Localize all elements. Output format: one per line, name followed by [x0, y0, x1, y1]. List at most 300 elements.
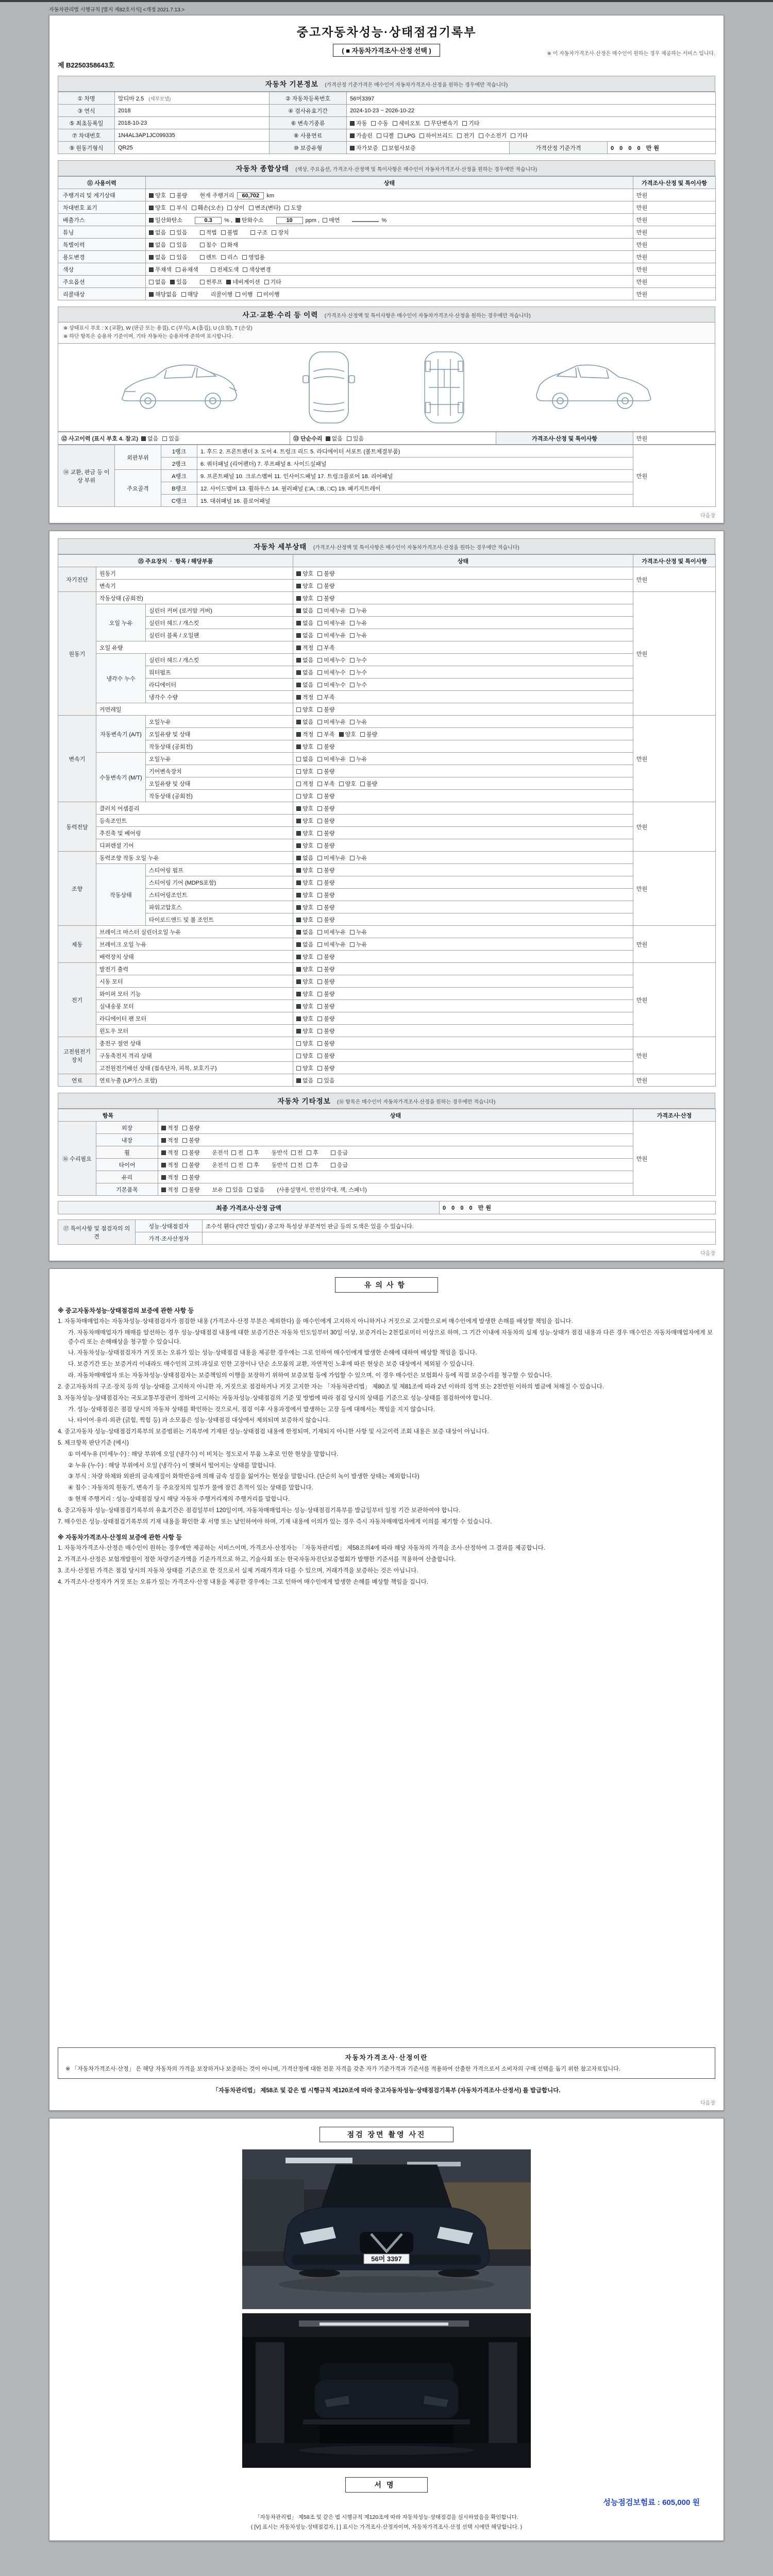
checkbox-option[interactable]: 미세누유 [317, 619, 346, 627]
checkbox-icon [296, 732, 301, 737]
checkbox-option[interactable]: 미세누유 [317, 928, 346, 936]
legend-symbols: ※ 상태표시 부호 : X (교환), W (판금 또는 용접), C (부식), A (흠집), U (요철), T (손상) [63, 326, 253, 331]
etc-item-state [158, 1183, 633, 1196]
checkbox-option[interactable]: 양호 [296, 792, 313, 800]
checkbox-option[interactable]: 없음 [149, 241, 166, 249]
checkbox-icon [296, 819, 301, 823]
checkbox-icon [317, 918, 322, 922]
checkbox-option[interactable]: 영업용 [242, 253, 265, 261]
etc-item-label: 타이어 [96, 1159, 158, 1171]
checkbox-option[interactable]: 장치 [272, 228, 289, 236]
checkbox-option[interactable]: 양호 [296, 977, 313, 986]
checkbox-icon [176, 267, 180, 272]
checkbox-option[interactable]: 불량 [317, 767, 334, 775]
next-page-label[interactable]: 다음장 [700, 1251, 715, 1257]
checkbox-option[interactable]: 침수 [200, 241, 217, 249]
checkbox-option[interactable]: 불량 [317, 1039, 334, 1047]
detail-row [58, 604, 716, 617]
checkbox-option[interactable]: 수동 [371, 119, 388, 127]
checkbox-option[interactable]: 적정 [161, 1161, 178, 1169]
checkbox-option[interactable]: 없음 [296, 606, 313, 615]
checkbox-option[interactable]: 불량 [317, 1014, 334, 1023]
column-header: 가격조사·산정 및 특이사항 [633, 555, 716, 567]
checkbox-option[interactable]: 수소전기 [479, 131, 507, 140]
checkbox-option[interactable]: 누수 [350, 668, 367, 676]
checkbox-option[interactable]: 양호 [339, 779, 356, 788]
checkbox-option[interactable]: 없음 [149, 228, 166, 236]
checkbox-option[interactable]: 누유 [350, 928, 367, 936]
checkbox-option[interactable]: 양호 [149, 204, 166, 212]
checkbox-option[interactable]: 부식 [170, 204, 187, 212]
checkbox-option[interactable]: 가솔린 [350, 131, 373, 140]
detail-state [293, 827, 633, 839]
checkbox-option[interactable]: 양호 [296, 817, 313, 825]
checkbox-option[interactable]: 없음 [296, 928, 313, 936]
checkbox-option[interactable]: 없음 [149, 253, 166, 261]
option-group [236, 216, 268, 224]
basic-info-table [58, 92, 716, 154]
checkbox-option[interactable]: 불량 [360, 730, 377, 738]
checkbox-option[interactable]: 탄화수소 [236, 216, 264, 224]
checkbox-option[interactable]: 양호 [296, 569, 313, 578]
checkbox-option[interactable]: 누유 [350, 755, 367, 763]
price-cell: 만원 [633, 226, 716, 239]
inspection-photo-2 [242, 2313, 531, 2468]
opinion-label: ⑰ 특이사항 및 점검자의 의견 [58, 1220, 136, 1245]
checkbox-option[interactable]: 있음 [347, 434, 364, 443]
checkbox-option[interactable]: 훼손(오손) [192, 204, 224, 212]
checkbox-option[interactable]: 매연 [323, 216, 340, 224]
checkbox-option[interactable]: 누유 [350, 940, 367, 948]
column-header: 가격조사·산정 및 특이사항 [496, 432, 633, 445]
checkbox-option[interactable]: 양호 [296, 965, 313, 973]
checkbox-option[interactable]: 불법 [221, 228, 238, 236]
option-group [149, 265, 203, 274]
checkbox-option[interactable]: 부족 [317, 693, 334, 701]
checkbox-icon [296, 707, 301, 712]
checkbox-option[interactable]: 후 [307, 1148, 318, 1157]
checkbox-option[interactable]: 불량 [317, 841, 334, 850]
checkbox-option[interactable]: 양호 [296, 1027, 313, 1035]
checkbox-option[interactable]: 하이브리드 [419, 131, 453, 140]
checkbox-option[interactable]: 없음 [296, 656, 313, 664]
next-page-label[interactable]: 다음장 [700, 2100, 715, 2106]
checkbox-option[interactable]: 미세누유 [317, 854, 346, 862]
checkbox-option[interactable]: 응급 [331, 1148, 348, 1157]
checkbox-option[interactable]: 있음 [317, 1076, 334, 1084]
detail-state [293, 1037, 633, 1049]
price-cell: 만원 [633, 189, 716, 201]
etc-row [58, 1171, 716, 1183]
checkbox-option[interactable]: 적정 [296, 693, 313, 701]
checkbox-option[interactable]: 디젤 [377, 131, 394, 140]
checkbox-option[interactable]: 양호 [296, 594, 313, 602]
checkbox-option[interactable]: 있음 [226, 1185, 243, 1194]
overall-row [58, 251, 716, 263]
checkbox-option[interactable]: 색상변경 [243, 265, 271, 274]
final-price-value: 0 0 0 0 만원 [440, 1201, 716, 1214]
checkbox-option[interactable]: 전 [231, 1148, 243, 1157]
detail-state [293, 1012, 633, 1025]
panel-photos [49, 2118, 724, 2541]
checkbox-option[interactable]: 없음 [296, 940, 313, 948]
checkbox-option[interactable]: 부족 [317, 730, 334, 738]
detail-state [293, 815, 633, 827]
panel-basic [49, 15, 724, 523]
checkbox-option[interactable]: 없음 [141, 434, 158, 443]
checkbox-icon [317, 646, 322, 650]
checkbox-option[interactable]: 적정 [296, 643, 313, 652]
detail-row [58, 876, 716, 889]
checkbox-option[interactable]: 양호 [296, 841, 313, 850]
checkbox-option[interactable]: 이행 [236, 290, 253, 298]
checkbox-option[interactable]: 양호 [296, 1014, 313, 1023]
checkbox-option[interactable]: 없음 [296, 631, 313, 639]
checkbox-option[interactable]: 양호 [339, 730, 356, 738]
field-label: 가격산정 기준가격 [510, 142, 608, 154]
checkbox-option[interactable]: 적정 [296, 730, 313, 738]
detail-item: 오일누유 [146, 716, 293, 728]
checkbox-option[interactable]: 양호 [296, 1064, 313, 1072]
detail-row [58, 926, 716, 938]
checkbox-option[interactable]: 불량 [182, 1124, 199, 1132]
checkbox-icon [317, 707, 322, 712]
notice-item: 1. 자동차가격조사·산정은 매수인이 원하는 경우에만 제공하는 서비스이며, 가격조사·산정자는 「자동차관리법」 제58조의4에 따라 해당 자동차의 가격을 조사·산정하여 그 결과를 제공합니다. [58, 1545, 546, 1552]
checkbox-option[interactable]: 불량 [317, 594, 334, 602]
detail-state [293, 876, 633, 889]
checkbox-icon [161, 1150, 166, 1155]
etc-item-state [158, 1146, 633, 1159]
checkbox-option[interactable]: 전체도색 [211, 265, 239, 274]
checkbox-option[interactable]: 있음 [170, 278, 187, 286]
checkbox-option[interactable]: 불량 [170, 191, 187, 199]
checkbox-option[interactable]: 적법 [200, 228, 217, 236]
checkbox-option[interactable]: 누유 [350, 619, 367, 627]
checkbox-option[interactable]: 보험사보증 [382, 144, 416, 152]
checkbox-option[interactable]: 양호 [296, 1052, 313, 1060]
inspection-insurance-fee: 성능점검보험료 : 605,000 원 [603, 2498, 700, 2507]
checkbox-option[interactable]: 리스 [221, 253, 238, 261]
detail-row [58, 691, 716, 703]
checkbox-option[interactable]: 불량 [182, 1136, 199, 1144]
checkbox-option[interactable]: 기타 [264, 278, 281, 286]
checkbox-icon [296, 955, 301, 959]
checkbox-icon [226, 280, 231, 284]
accident-history: ⑫ 사고이력 (표시 부호 4. 참고) 없음 있음 [58, 432, 290, 445]
checkbox-option[interactable]: 불량 [317, 866, 334, 874]
detail-state [293, 1049, 633, 1062]
checkbox-icon [296, 769, 301, 774]
checkbox-icon [182, 1150, 187, 1155]
checkbox-option[interactable]: 있음 [170, 241, 187, 249]
checkbox-icon [182, 1188, 187, 1192]
checkbox-icon [296, 868, 301, 873]
checkbox-option[interactable]: 전 [291, 1161, 303, 1169]
checkbox-option[interactable]: 있음 [170, 253, 187, 261]
detail-item: 시동 모터 [96, 975, 293, 988]
option-group: 동반석 전 후 [272, 1161, 323, 1169]
detail-state [293, 654, 633, 666]
checkbox-icon [317, 744, 322, 749]
section-title: 자동차 기본정보 [265, 80, 318, 88]
checkbox-option[interactable]: 일산화탄소 [149, 216, 182, 224]
checkbox-option[interactable]: 전 [231, 1161, 243, 1169]
detail-item: 발전기 출력 [96, 963, 293, 975]
checkbox-option[interactable]: 누유 [350, 631, 367, 639]
option-group [200, 241, 243, 249]
checkbox-option[interactable]: 불량 [360, 779, 377, 788]
checkbox-icon [296, 1041, 301, 1046]
checkbox-option[interactable]: 렌트 [200, 253, 217, 261]
checkbox-option[interactable]: 세미오토 [393, 119, 421, 127]
detail-item: 오일 유량 [96, 641, 293, 654]
checkbox-option[interactable]: 해당없음 [149, 290, 177, 298]
checkbox-option[interactable]: 썬루프 [200, 278, 223, 286]
repair-need-label: ⑯ 수리필요 [58, 1122, 96, 1196]
checkbox-option[interactable]: 전기 [457, 131, 474, 140]
checkbox-option[interactable]: 없음 [149, 278, 166, 286]
column-header: ⑮ 주요장치 · 항목 / 해당부품 [58, 555, 293, 567]
final-price-table [58, 1201, 716, 1214]
checkbox-option[interactable]: 양호 [296, 767, 313, 775]
detail-state [293, 703, 633, 716]
etc-item-state [158, 1159, 633, 1171]
checkbox-option[interactable]: LPG [398, 133, 415, 139]
column-header: 항목 [58, 1109, 158, 1122]
checkbox-option[interactable]: 양호 [296, 742, 313, 751]
checkbox-option[interactable]: 불량 [317, 705, 334, 714]
checkbox-icon [296, 633, 301, 638]
checkbox-icon [170, 243, 175, 247]
checkbox-icon [149, 206, 154, 210]
detail-row [58, 567, 716, 580]
checkbox-option[interactable]: 적정 [161, 1148, 178, 1157]
checkbox-option[interactable]: 양호 [296, 878, 313, 887]
checkbox-option[interactable]: 없음 [247, 1185, 264, 1194]
checkbox-option[interactable]: 적정 [161, 1136, 178, 1144]
checkbox-option[interactable]: 불량 [317, 990, 334, 998]
next-page-label[interactable]: 다음장 [700, 513, 715, 519]
notices-title: 유의사항 [335, 1277, 438, 1293]
checkbox-option[interactable]: 적정 [161, 1173, 178, 1181]
detail-item: 커먼레일 [96, 703, 293, 716]
checkbox-option[interactable]: 누수 [350, 681, 367, 689]
checkbox-option[interactable]: 후 [247, 1148, 259, 1157]
checkbox-option[interactable]: 네비게이션 [226, 278, 260, 286]
checkbox-option[interactable]: 무단변속기 [425, 119, 458, 127]
checkbox-option[interactable]: 없음 [296, 718, 313, 726]
option-group [323, 216, 344, 224]
checkbox-option[interactable]: 불량 [317, 965, 334, 973]
price-cell: 만원 [633, 1122, 716, 1196]
checkbox-option[interactable]: 적정 [161, 1185, 178, 1194]
checkbox-option[interactable]: 양호 [296, 916, 313, 924]
checkbox-option[interactable]: 양호 [296, 953, 313, 961]
checkbox-option[interactable]: 불량 [317, 1064, 334, 1072]
checkbox-option[interactable]: 미이행 [257, 290, 280, 298]
checkbox-option[interactable]: 없음 [296, 854, 313, 862]
checkbox-option[interactable]: 누유 [350, 718, 367, 726]
checkbox-option[interactable]: 미세누수 [317, 668, 346, 676]
notice-item: ③ 부식 : 차량 하체와 외판의 금속재질이 화학반응에 의해 금속 성질을 잃어가는 현상을 말합니다. (단순히 녹이 발생한 상태는 제외합니다) [68, 1473, 419, 1480]
detail-item: 브레이크 마스터 실린더오일 누유 [96, 926, 293, 938]
field-label: ③ 연식 [58, 105, 115, 117]
detail-item: 오일유량 및 상태 [146, 777, 293, 790]
checkbox-option[interactable]: 도말 [284, 204, 301, 212]
checkbox-option[interactable]: 부족 [317, 643, 334, 652]
detail-item: 스티어링조인트 [146, 889, 293, 901]
checkbox-icon [161, 1188, 166, 1192]
checkbox-option[interactable]: 부족 [317, 779, 334, 788]
checkbox-option[interactable]: 불량 [317, 916, 334, 924]
column-header: ⑪ 사용이력 [58, 177, 146, 189]
checkbox-option[interactable]: 없음 [296, 619, 313, 627]
rank-items: 9. 프론트패널 10. 크로스멤버 11. 인사이드패널 17. 트렁크플로어 18. 리어패널 [197, 470, 633, 482]
checkbox-option[interactable]: 불량 [317, 977, 334, 986]
detail-item: 구동축전지 격리 상태 [96, 1049, 293, 1062]
checkbox-option[interactable]: 있음 [162, 434, 179, 443]
checkbox-option[interactable]: 양호 [296, 903, 313, 911]
checkbox-option[interactable]: 자가보증 [350, 144, 378, 152]
detail-state [293, 901, 633, 913]
checkbox-option[interactable]: 양호 [296, 829, 313, 837]
detail-item: 작동상태 (공회전) [146, 790, 293, 802]
option-group [149, 228, 192, 236]
checkbox-option[interactable]: 응급 [331, 1161, 348, 1169]
checkbox-option[interactable]: 미세누유 [317, 606, 346, 615]
checkbox-option[interactable]: 양호 [296, 866, 313, 874]
checkbox-option[interactable]: 불량 [182, 1148, 199, 1157]
checkbox-icon [291, 1150, 296, 1155]
checkbox-option[interactable]: 미세누유 [317, 718, 346, 726]
checkbox-option[interactable]: 불량 [317, 792, 334, 800]
checkbox-option[interactable]: 무채색 [149, 265, 172, 274]
checkbox-option[interactable]: 있음 [170, 228, 187, 236]
checkbox-option[interactable]: 후 [247, 1161, 259, 1169]
checkbox-icon [317, 1029, 322, 1033]
overall-row-label: 용도변경 [58, 251, 146, 263]
checkbox-icon [317, 868, 322, 873]
checkbox-option[interactable]: 없음 [296, 668, 313, 676]
checkbox-option[interactable]: 불량 [317, 817, 334, 825]
checkbox-option[interactable]: 불량 [317, 878, 334, 887]
checkbox-option[interactable]: 기타 [462, 119, 479, 127]
checkbox-option[interactable]: 자동 [350, 119, 367, 127]
checkbox-option[interactable]: 기타 [511, 131, 528, 140]
checkbox-option[interactable]: 양호 [296, 891, 313, 899]
checkbox-option[interactable]: 적정 [296, 779, 313, 788]
notice-item: ④ 침수 : 자동차의 원동기, 변속기 등 주요장치의 일부가 물에 잠긴 흔적이 있는 상태를 말합니다. [68, 1485, 313, 1492]
exchange-label: ⑭ 교환, 판금 등 이상 부위 [58, 445, 115, 507]
rank-group: 외판부위 [115, 445, 161, 470]
checkbox-option[interactable]: 적정 [161, 1124, 178, 1132]
checkbox-option[interactable]: 누수 [350, 656, 367, 664]
checkbox-icon [296, 856, 301, 860]
detail-state [293, 728, 633, 740]
checkbox-option[interactable]: 미세누유 [317, 755, 346, 763]
overall-row [58, 214, 716, 226]
section-bar-overall: 자동차 종합상태 (색상, 주요옵션, 가격조사·산정액 및 특이사항은 매수인이 자동차가격조사·산정을 원하는 경우에만 적습니다) [58, 160, 715, 176]
checkbox-option[interactable]: 구조 [250, 228, 267, 236]
checkbox-option[interactable]: 양호 [296, 1039, 313, 1047]
checkbox-option[interactable]: 해당 [181, 290, 198, 298]
detail-state [293, 629, 633, 641]
checkbox-option[interactable]: 미세누유 [317, 940, 346, 948]
checkbox-option[interactable]: 변조(변타) [249, 204, 281, 212]
option-group [331, 1148, 352, 1157]
etc-item-state [158, 1134, 633, 1146]
checkbox-option[interactable]: 양호 [296, 1002, 313, 1010]
rank-row [58, 470, 716, 482]
checkbox-option[interactable]: 후 [307, 1161, 318, 1169]
checkbox-option[interactable]: 없음 [326, 434, 343, 443]
detail-state [293, 666, 633, 679]
detail-state [293, 580, 633, 592]
checkbox-icon [296, 744, 301, 749]
checkbox-option[interactable]: 불량 [182, 1173, 199, 1181]
subgroup-label: 자동변속기 (A/T) [96, 716, 146, 753]
checkbox-option[interactable]: 미세누수 [317, 681, 346, 689]
checkbox-icon [360, 782, 365, 786]
checkbox-option[interactable]: 불량 [317, 804, 334, 812]
overall-row-label: 주요옵션 [58, 276, 146, 288]
checkbox-option[interactable]: 누유 [350, 854, 367, 862]
overall-row-label: 배출가스 [58, 214, 146, 226]
overall-row-state [146, 214, 633, 226]
checkbox-icon [331, 1150, 335, 1155]
checkbox-icon [227, 206, 232, 210]
checkbox-icon [200, 230, 205, 235]
checkbox-option[interactable]: 양호 [296, 990, 313, 998]
option-group [211, 265, 275, 274]
checkbox-option[interactable]: 미세누유 [317, 631, 346, 639]
page-title: 중고자동차성능·상태점검기록부 [296, 25, 477, 39]
checkbox-option[interactable]: 양호 [296, 705, 313, 714]
price-cell: 만원 [633, 214, 716, 226]
checkbox-option[interactable]: 미세누수 [317, 656, 346, 664]
checkbox-option[interactable]: 누유 [350, 606, 367, 615]
checkbox-option[interactable]: 전 [291, 1148, 303, 1157]
detail-row [58, 1074, 716, 1087]
checkbox-option[interactable]: 불량 [317, 582, 334, 590]
checkbox-option[interactable]: 유채색 [176, 265, 198, 274]
checkbox-icon [350, 608, 355, 613]
checkbox-option[interactable]: 없음 [296, 1076, 313, 1084]
checkbox-option[interactable]: 불량 [317, 829, 334, 837]
checkbox-option[interactable]: 불량 [317, 742, 334, 751]
checkbox-option[interactable]: 없음 [296, 755, 313, 763]
checkbox-option[interactable]: 불량 [317, 953, 334, 961]
checkbox-option[interactable]: 양호 [149, 191, 166, 199]
checkbox-option[interactable]: 불량 [317, 903, 334, 911]
checkbox-option[interactable]: 불량 [317, 1027, 334, 1035]
checkbox-option[interactable]: 양호 [296, 804, 313, 812]
detail-state [293, 1062, 633, 1074]
checkbox-option[interactable]: 화재 [221, 241, 238, 249]
checkbox-option[interactable]: 상이 [227, 204, 244, 212]
checkbox-option[interactable]: 불량 [317, 891, 334, 899]
checkbox-option[interactable]: 불량 [317, 1002, 334, 1010]
checkbox-option[interactable]: 불량 [182, 1161, 199, 1169]
checkbox-icon [211, 267, 215, 272]
checkbox-option[interactable]: 불량 [317, 1052, 334, 1060]
checkbox-option[interactable]: 불량 [182, 1185, 199, 1194]
checkbox-icon [181, 292, 186, 297]
checkbox-option[interactable]: 양호 [296, 582, 313, 590]
detail-item: 스티어링 펌프 [146, 864, 293, 876]
checkbox-option[interactable]: 불량 [317, 569, 334, 578]
checkbox-option[interactable]: 없음 [296, 681, 313, 689]
